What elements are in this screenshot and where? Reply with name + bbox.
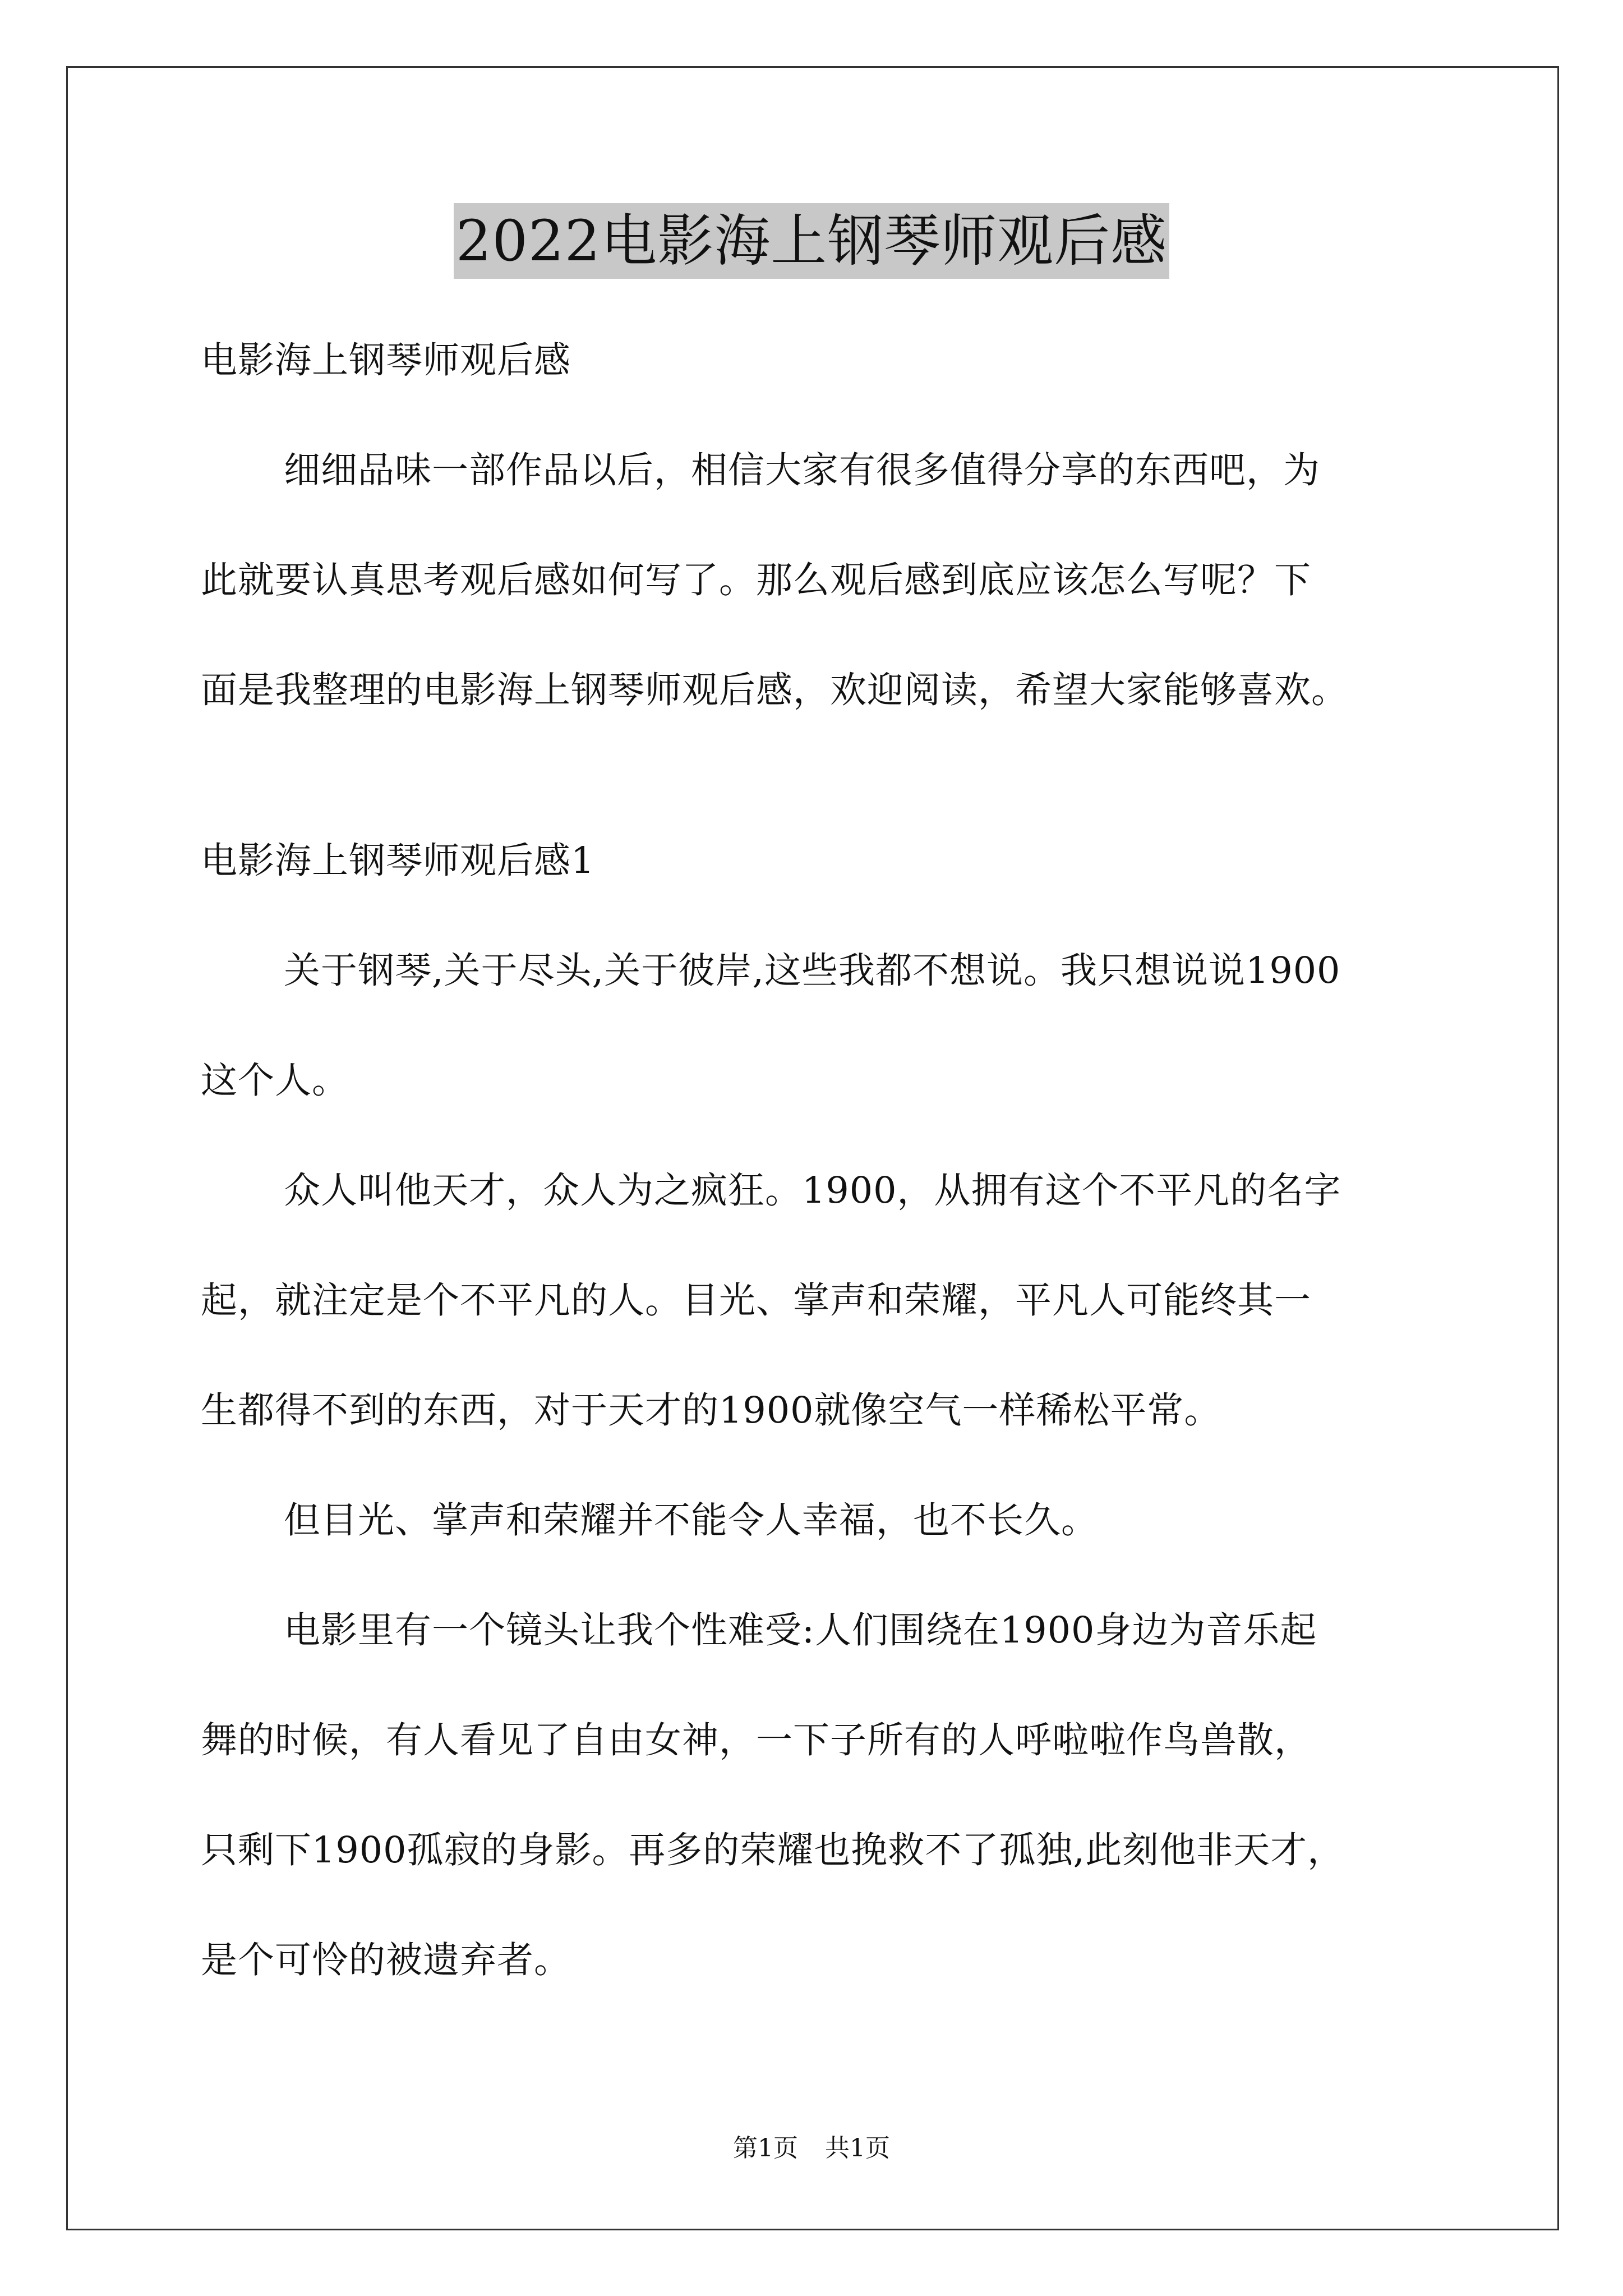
paragraph-line: 面是我整理的电影海上钢琴师观后感，欢迎阅读，希望大家能够喜欢。 xyxy=(201,669,1349,711)
paragraph-line: 舞的时候，有人看见了自由女神，一下子所有的人呼啦啦作鸟兽散， xyxy=(201,1719,1312,1761)
paragraph-line: 但目光、掌声和荣耀并不能令人幸福，也不长久。 xyxy=(284,1499,1099,1542)
paragraph-line: 电影里有一个镜头让我个性难受:人们围绕在1900身边为音乐起 xyxy=(284,1609,1317,1651)
section-heading: 电影海上钢琴师观后感 xyxy=(201,339,571,381)
paragraph-line: 只剩下1900孤寂的身影。再多的荣耀也挽救不了孤独,此刻他非天才， xyxy=(201,1829,1345,1871)
paragraph-line: 生都得不到的东西，对于天才的1900就像空气一样稀松平常。 xyxy=(201,1389,1221,1432)
paragraph-line: 关于钢琴,关于尽头,关于彼岸,这些我都不想说。我只想说说1900 xyxy=(284,950,1341,992)
document-title: 2022电影海上钢琴师观后感 xyxy=(454,203,1170,279)
section-heading: 电影海上钢琴师观后感1 xyxy=(201,840,595,882)
paragraph-line: 众人叫他天才，众人为之疯狂。1900，从拥有这个不平凡的名字 xyxy=(284,1170,1341,1212)
page-number: 第1页 xyxy=(733,2134,798,2162)
paragraph-line: 细细品味一部作品以后，相信大家有很多值得分享的东西吧，为 xyxy=(284,449,1321,491)
paragraph-line: 此就要认真思考观后感如何写了。那么观后感到底应该怎么写呢？下 xyxy=(201,559,1312,601)
paragraph-gap xyxy=(201,746,1435,806)
paragraph-line: 起，就注定是个不平凡的人。目光、掌声和荣耀，平凡人可能终其一 xyxy=(201,1280,1312,1322)
paragraph-line: 这个人。 xyxy=(201,1060,349,1102)
page-total: 共1页 xyxy=(825,2134,890,2162)
title-container xyxy=(0,203,1623,279)
document-body xyxy=(201,306,1435,2016)
paragraph-line: 是个可怜的被遗弃者。 xyxy=(201,1939,571,1981)
page-footer xyxy=(0,2132,1623,2165)
